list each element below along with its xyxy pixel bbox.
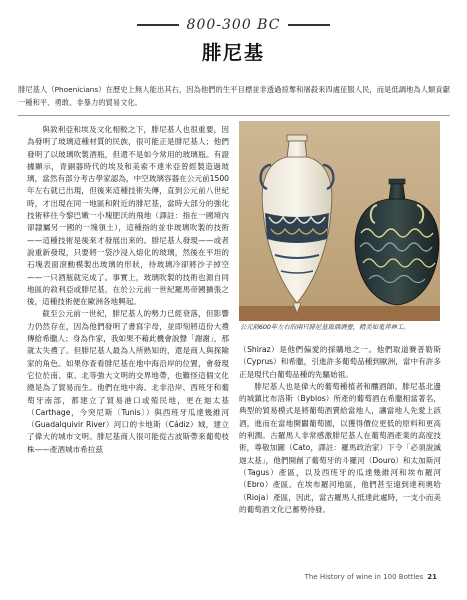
era-rule-left <box>137 24 179 26</box>
body-paragraph: 截至公元前一世紀，腓尼基人的勢力已經衰落，但影響力仍然存在，因為他們發明了書寫字母，並即刻將這份大禮傳給希臘人；身為作家，我如果不藉此機會說聲「謝謝」，那就太失禮了。但腓尼基人最為人所熟知的，還是商人與探險家的角色。如果你查看腓尼基在地中海沿岸的位置，會發現它位於南、東、北等強大文明的交界地帶，也難怪這個文化總是為了貿易而生。他們在地中海、北非沿岸、西班牙和葡萄牙南部，都建立了貿易港口或殖民地，更在迦太基（Carthage，今突尼斯〔Tunis〕）與西班牙瓜達幾維河（Guadalquivir River）河口的卡地斯（Cádiz）城，建立了偉大的城市文明。腓尼基商人很可能從古波斯帶來葡萄枝株——產酒城市希拉茲 <box>27 309 229 454</box>
section-divider <box>18 115 450 116</box>
page-number: 21 <box>427 573 437 581</box>
body-paragraph: （Shiraz）是他們偏愛的採購地之一。他們取道賽普勒斯（Cyprus）和希臘，引進許多葡萄品種到歐洲，當中有許多正是現代白葡萄品種的先驅始祖。 <box>239 345 441 379</box>
page-footer <box>305 573 437 581</box>
body-paragraph: 腓尼基人也是偉大的葡萄種植者和釀酒師。腓尼基北邊的城鎮比布洛斯（Byblos）所產的葡萄酒在希臘相當著名，典型的貿易模式是將葡萄酒賣給當地人，讓當地人先愛上該酒，進而在當地開闢葡萄園，以獲得價位更低的原料和更高的利潤。古羅馬人非常感激腓尼基人在葡萄酒產業的高度技術，尊敬加圖（Cato，譯註：羅馬政治家）下令「必須說滅迦太基」，他們開創了葡萄牙的斗羅河（Douro）和太加斯河（Tagus）產區，以及西班牙的瓜達幾維河和埃布羅河（Ebro）產區。在埃布羅河地區，他們甚至遠到達利奧哈（Rioja）產區，因此，當古羅馬人抵達此處時，一支小而美的葡萄酒文化已蓄勢待發。 <box>239 381 441 514</box>
book-title: The History of wine in 100 Bottles <box>304 573 424 581</box>
era-rule-right <box>288 24 330 26</box>
amphora-illustration <box>239 121 440 321</box>
right-column <box>239 344 441 516</box>
era-banner <box>0 16 467 34</box>
era-label: 800-300 BC <box>186 17 281 33</box>
page-header <box>0 0 467 72</box>
chapter-title: 腓尼基 <box>201 42 265 64</box>
glass-vessels-image <box>239 121 440 321</box>
intro-paragraph: 腓尼基人（Phoenicians）在歷史上無人能出其右，因為他們的生平目標並非透過掠奪和屠殺來四處征服人民，而是低調地為人類貢獻一種和平、勇敢、非暴力的貿易文化。 <box>18 85 450 107</box>
left-column <box>27 124 229 456</box>
body-paragraph: 與敘利亞和埃及文化相較之下，腓尼基人也很重要，因為發明了玻璃這種材質的民族，很可能正是腓尼基人；他們發明了以玻璃吹製酒瓶，但還不是如今常用的玻璃瓶。有證據顯示，青銅器時代的埃及和美索不達米亞曾經製造過玻璃，當然有部分考古學家認為，中空玻璃容器在公元前1500年左右就已出現，但後來這種技術失傳，直到公元前八世紀時，才出現在同一地區和附近的腓尼基，當時大部分的強化技術移往今黎巴嫩一小塊肥沃的飛地（譯註：指在一國境內卻隸屬另一國的一塊領土），這種指的並非玻璃吹製的技術——這種技術是後來才發展出來的。腓尼基人發現——或者說重新發現，只要將一袋沙浸入熔化的玻璃，然後在平坦的石塊表面滾動模製出玻璃的形狀，待玻璃冷卻將沙子掉空——一只酒瓶就完成了。事實上，玻璃吹製的技術也源自同地區的敘利亞或腓尼基，在於公元前一世紀羅馬帝國擴張之後，這種技術便在歐洲各地興起。 <box>27 125 229 307</box>
figure-caption: 公元前600年左右的兩只腓尼基玻璃酒壺，精美如鬼斧神工。 <box>240 324 410 331</box>
